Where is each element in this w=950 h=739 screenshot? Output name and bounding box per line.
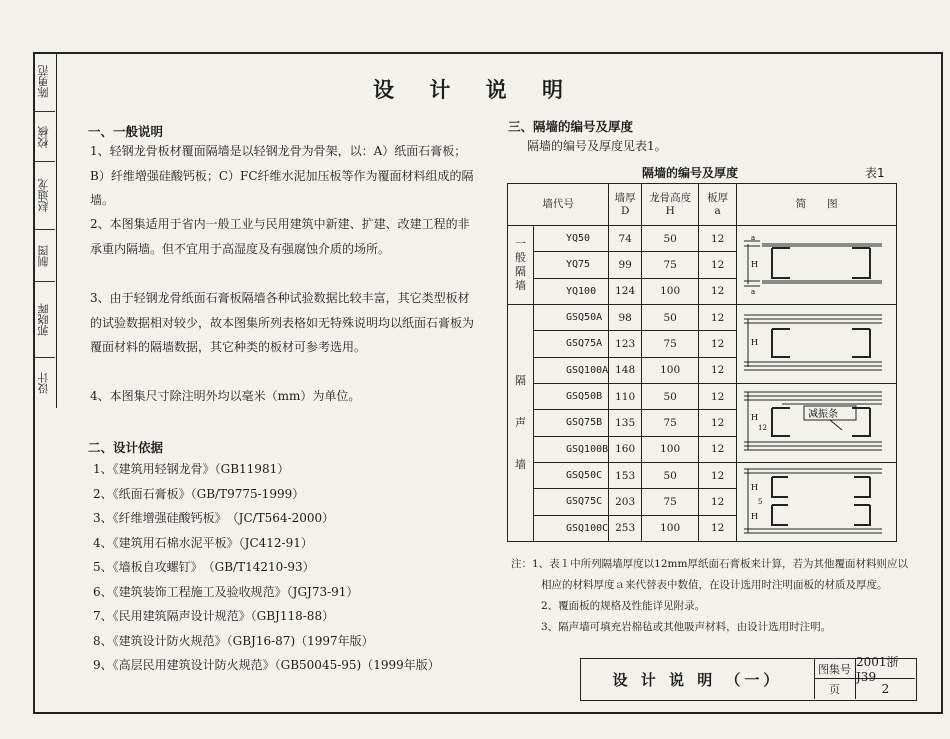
signature-cell: 制图 [33, 230, 55, 282]
note-item: 3、隔声墙可填充岩棉毡或其他吸声材料，由设计选用时注明。 [541, 621, 832, 633]
table-intro: 隔墙的编号及厚度见表1。 [527, 139, 667, 153]
header-board-thickness: 板厚 a [699, 184, 737, 226]
table-row: 隔 声 墙 GSQ50A 98 50 12 H [508, 305, 897, 331]
signature-column [33, 52, 57, 408]
group-label: 一 般 隔 墙 [515, 237, 526, 292]
table-row: YQ75 99 75 12 [508, 252, 897, 278]
table-row: GSQ75A 123 75 12 [508, 331, 897, 357]
section-heading-partition: 三、隔墙的编号及厚度 [508, 119, 634, 134]
sketch-general [737, 226, 897, 305]
dim-12: 12 [757, 424, 767, 432]
dim-H: H [750, 483, 758, 492]
general-item: 1、轻钢龙骨板材覆面隔墙是以轻钢龙骨为骨架，以：A）纸面石膏板；B）纤维增强硅酸钙板；C）FC纤维水泥加压板等作为覆面材料组成的隔墙。 [90, 144, 474, 207]
header-stud-height: 龙骨高度 H [642, 184, 699, 226]
partition-table [507, 183, 897, 542]
page-number: 2 [881, 682, 890, 696]
header-sketch: 简 图 [737, 184, 897, 226]
sketch-acoustic-c [737, 463, 897, 542]
group-general [508, 226, 534, 305]
table-row: YQ100 124 100 12 [508, 278, 897, 304]
table-title: 隔墙的编号及厚度 [642, 166, 739, 180]
sketch-acoustic-a [737, 305, 897, 384]
signature-cell: 设计 [37, 372, 50, 394]
reference-item: 6、《建筑装饰工程施工及验收规范》（JGJ73-91） [93, 585, 359, 599]
signature-cell: 赵迪龙 [33, 162, 55, 230]
signature-cell: 郭晓晖 [33, 282, 55, 358]
sketch-acoustic-a-svg [742, 305, 892, 380]
table-row: GSQ50B 110 50 12 减振条 H 12 [508, 384, 897, 410]
sketch-general-svg [742, 226, 892, 301]
reference-item: 5、《墙板自攻螺钉》 （GB/T14210-93） [93, 560, 315, 574]
note-item: 注：1、表１中所列隔墙厚度以12mm厚纸面石膏板来计算，若为其他覆面材料则应以相应的材料厚度ａ来代替表中数值，在设计选用时注明面板的材质及厚度。 [511, 558, 908, 591]
table-row: GSQ75C 203 75 12 [508, 489, 897, 515]
sheet-name: 设 计 说 明 （一） [581, 659, 815, 699]
table-row: GSQ100C 253 100 12 [508, 515, 897, 541]
table-row: 一 般 隔 墙 YQ50 74 50 12 a H a [508, 226, 897, 252]
section-heading-general: 一、一般说明 [88, 124, 164, 139]
page-title: 设 计 说 明 [373, 78, 577, 102]
notes [511, 554, 911, 638]
group-label: 隔 声 墙 [515, 374, 526, 471]
sketch-acoustic-b [737, 384, 897, 463]
general-item: 4、本图集尺寸除注明外均以毫米（mm）为单位。 [90, 389, 361, 403]
group-acoustic [508, 305, 534, 542]
reference-item: 9、《高层民用建筑设计防火规范》（GB50045-95)（1999年版） [93, 658, 440, 672]
sketch-acoustic-b-svg [742, 384, 892, 459]
table-row: GSQ75B 135 75 12 [508, 410, 897, 436]
header-code: 墙代号 [508, 184, 609, 226]
dim-H: H [750, 512, 758, 521]
general-item: 2、本图集适用于省内一般工业与民用建筑中新建、扩建、改建工程的非承重内隔墙。但不宜用于高湿度及有强腐蚀介质的场所。 [90, 217, 470, 256]
table-number: 表1 [865, 166, 885, 180]
reference-item: 4、《建筑用石棉水泥平板》（JC412-91） [93, 536, 313, 550]
section-heading-basis: 二、设计依据 [88, 440, 164, 455]
signature-cell: 陈勇范 [33, 52, 55, 112]
dim-H: H [750, 260, 758, 269]
table-row: GSQ100B 160 100 12 [508, 436, 897, 462]
reference-item: 8、《建筑设计防火规范》（GBJ16-87)（1997年版） [93, 634, 374, 648]
title-block [580, 655, 917, 701]
atlas-label: 图集号 [814, 659, 856, 679]
reference-item: 3、《纤维增强硅酸钙板》 （JC/T564-2000） [93, 511, 335, 525]
reference-item: 1、《建筑用轻钢龙骨》（GB11981） [93, 462, 290, 476]
reference-item: 2、《纸面石膏板》（GB/T9775-1999） [93, 487, 305, 501]
dim-H: H [750, 413, 758, 422]
table-header-row [508, 184, 897, 226]
dim-a: a [750, 288, 755, 296]
table-row: GSQ100A 148 100 12 [508, 357, 897, 383]
reference-item: 7、《民用建筑隔声设计规范》（GBJ118-88） [93, 609, 335, 623]
header-thickness: 墙厚 D [609, 184, 642, 226]
dim-H: H [750, 338, 758, 347]
atlas-number: 2001浙J39 [856, 659, 915, 679]
note-item: 2、覆面板的规格及性能详见附录。 [541, 600, 706, 612]
sketch-acoustic-c-svg [742, 463, 892, 538]
dim-5: 5 [757, 498, 763, 506]
table-row: GSQ50C 153 50 12 H 5 H [508, 463, 897, 489]
damping-strip-label: 减振条 [807, 409, 838, 420]
dim-a: a [750, 234, 755, 242]
signature-cell: 校核 [33, 112, 55, 162]
general-item: 3、由于轻钢龙骨纸面石膏板隔墙各种试验数据比较丰富，其它类型板材的试验数据相对较少，故本图集所列表格如无特殊说明均以纸面石膏板为覆面材料的隔墙数据，其它种类的板材可参考选用。 [90, 291, 475, 354]
page-label: 页 [814, 679, 856, 699]
